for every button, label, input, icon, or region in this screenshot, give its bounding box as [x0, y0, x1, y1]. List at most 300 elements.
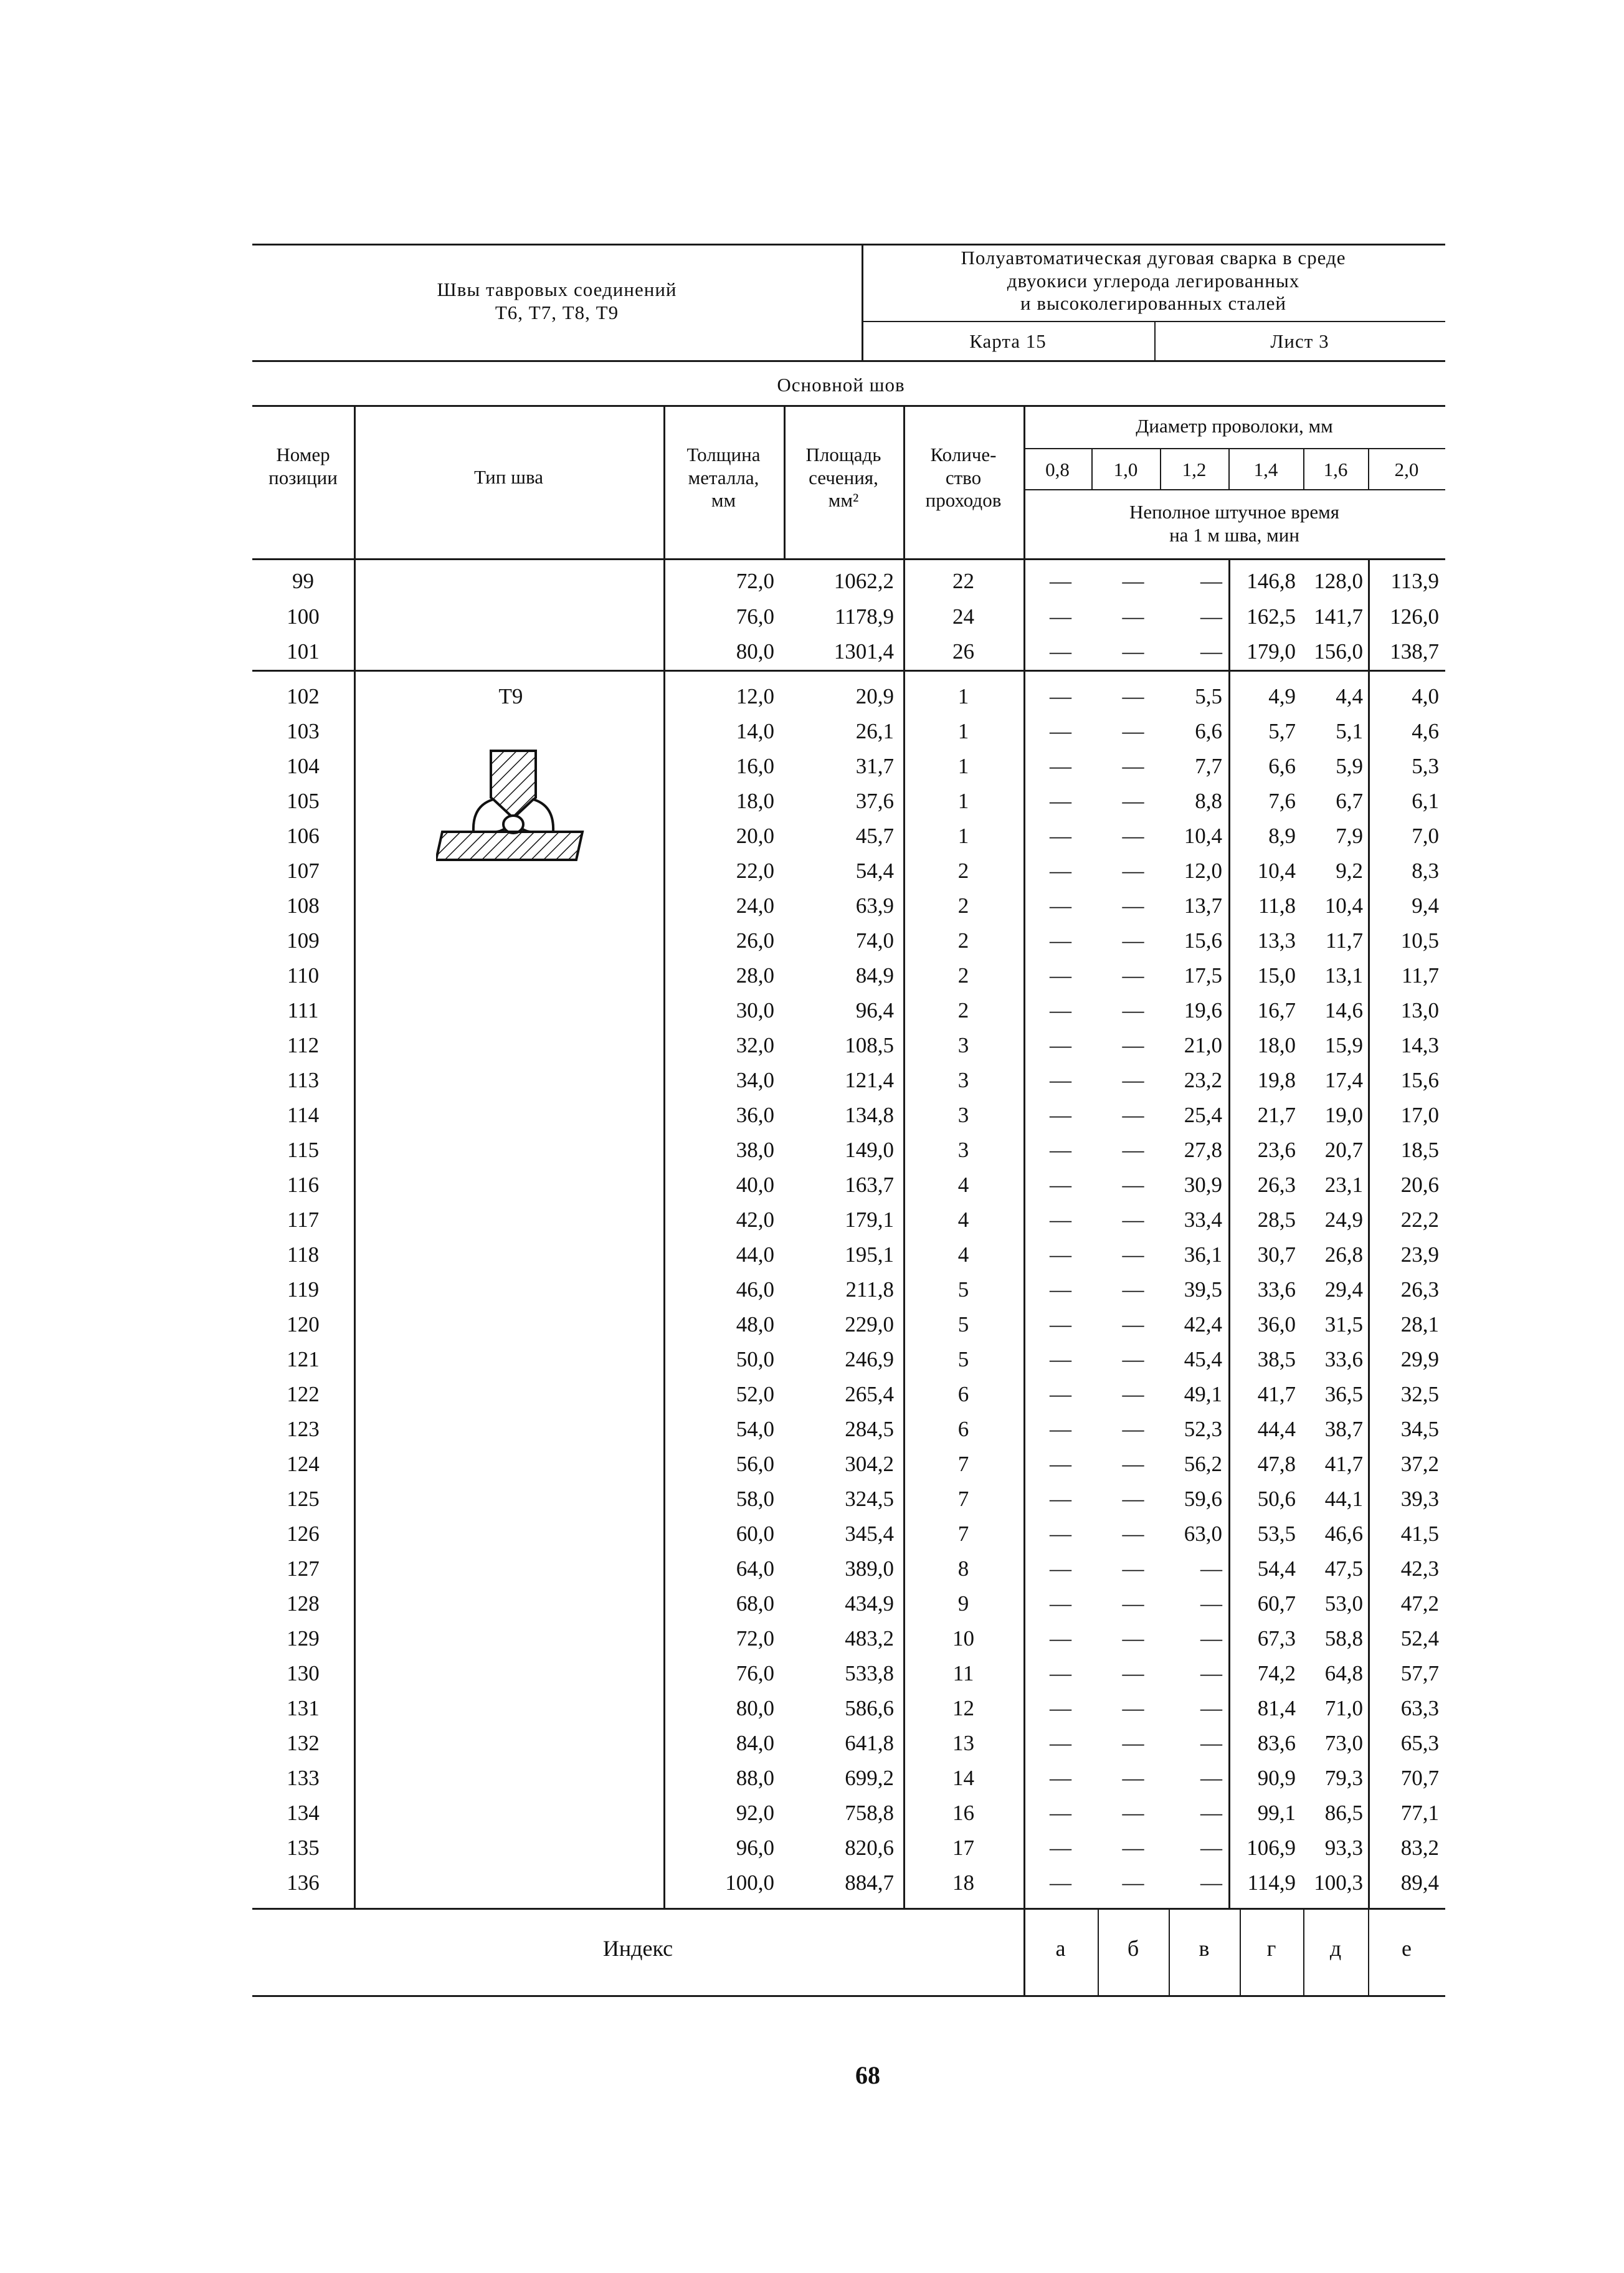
cell-position: 117	[287, 1208, 320, 1232]
cell-area: 699,2	[845, 1766, 894, 1790]
cell-time-1-0: —	[1122, 639, 1144, 664]
cell-area: 345,4	[845, 1522, 894, 1546]
header-top-rule	[252, 244, 1445, 245]
cell-time-1-6: 4,4	[1336, 684, 1363, 708]
cell-time-1-0: —	[1122, 859, 1144, 883]
diameter-0-8: 0,8	[1045, 459, 1070, 480]
cell-time-2-0: 52,4	[1400, 1626, 1439, 1651]
cell-time-1-6: 79,3	[1324, 1766, 1363, 1790]
cell-area: 26,1	[855, 719, 894, 743]
cell-time-1-0: —	[1122, 789, 1144, 813]
cell-time-1-4: 53,5	[1257, 1522, 1296, 1546]
cell-area: 324,5	[845, 1487, 894, 1511]
col-area-line1: Площадь	[805, 444, 881, 465]
left-title-line2: Т6, Т7, Т8, Т9	[495, 301, 619, 323]
cell-passes: 1	[957, 754, 969, 778]
cell-area: 96,4	[855, 998, 894, 1022]
cell-area: 163,7	[845, 1173, 894, 1197]
cell-position: 101	[287, 639, 320, 664]
cell-passes: 3	[957, 1033, 969, 1057]
cell-passes: 4	[957, 1242, 969, 1267]
cell-time-1-4: 38,5	[1257, 1347, 1296, 1371]
cell-thickness: 34,0	[736, 1068, 774, 1092]
cell-time-0-8: —	[1050, 1382, 1071, 1406]
index-label: Индекс	[602, 1936, 673, 1961]
cell-time-2-0: 22,2	[1400, 1208, 1439, 1232]
cell-thickness: 24,0	[736, 893, 774, 918]
cell-passes: 13	[952, 1731, 974, 1755]
cell-time-1-6: 156,0	[1314, 639, 1363, 664]
cell-position: 122	[287, 1382, 320, 1406]
time-header-line1: Неполное штучное время	[1129, 501, 1340, 523]
cell-time-2-0: 70,7	[1400, 1766, 1439, 1790]
col-thickness-line3: мм	[711, 489, 736, 512]
cell-time-1-2: 17,5	[1184, 963, 1222, 988]
cell-time-1-6: 17,4	[1324, 1068, 1363, 1092]
cell-time-1-4: 162,5	[1246, 604, 1296, 629]
cell-time-2-0: 5,3	[1412, 754, 1439, 778]
cell-time-1-0: —	[1122, 569, 1144, 593]
cell-area: 820,6	[845, 1836, 894, 1860]
cell-time-1-0: —	[1122, 1487, 1144, 1511]
col-position	[252, 444, 354, 489]
cell-time-2-0: 14,3	[1400, 1033, 1439, 1057]
cell-thickness: 28,0	[736, 963, 774, 988]
cell-thickness: 30,0	[736, 998, 774, 1022]
cell-thickness: 88,0	[736, 1766, 774, 1790]
cell-time-1-2: 36,1	[1184, 1242, 1222, 1267]
cell-time-1-0: —	[1122, 1312, 1144, 1337]
cell-time-1-4: 41,7	[1257, 1382, 1296, 1406]
cell-position: 133	[287, 1766, 320, 1790]
cell-time-1-4: 5,7	[1268, 719, 1296, 743]
cell-area: 265,4	[845, 1382, 894, 1406]
cell-time-1-6: 47,5	[1324, 1556, 1363, 1581]
cell-thickness: 16,0	[736, 754, 774, 778]
header-left-title	[252, 279, 862, 324]
cell-time-1-6: 23,1	[1324, 1173, 1363, 1197]
cell-area: 1301,4	[833, 639, 894, 664]
cell-time-0-8: —	[1050, 824, 1071, 848]
cell-area: 758,8	[845, 1801, 894, 1825]
col-area	[784, 444, 903, 512]
cell-time-1-2: —	[1200, 1591, 1222, 1616]
cell-time-1-4: 26,3	[1257, 1173, 1296, 1197]
cell-time-1-4: 50,6	[1257, 1487, 1296, 1511]
cell-time-1-2: 33,4	[1184, 1208, 1222, 1232]
cell-time-2-0: 9,4	[1412, 893, 1439, 918]
cell-thickness: 56,0	[736, 1452, 774, 1476]
cell-area: 20,9	[855, 684, 894, 708]
cell-time-1-4: 6,6	[1268, 754, 1296, 778]
cell-time-1-6: 15,9	[1324, 1033, 1363, 1057]
diameter-1-6: 1,6	[1323, 459, 1348, 480]
cell-time-1-4: 28,5	[1257, 1208, 1296, 1232]
cell-passes: 22	[952, 569, 974, 593]
cell-time-2-0: 42,3	[1400, 1556, 1439, 1581]
cell-time-1-6: 5,1	[1336, 719, 1363, 743]
cell-time-2-0: 10,5	[1400, 928, 1439, 953]
section-title: Основной шов	[777, 374, 905, 396]
cell-position: 118	[287, 1242, 320, 1267]
cell-time-1-0: —	[1122, 1068, 1144, 1092]
cell-passes: 17	[952, 1836, 974, 1860]
cell-time-1-6: 29,4	[1324, 1277, 1363, 1302]
cell-area: 483,2	[845, 1626, 894, 1651]
cell-time-1-0: —	[1122, 1277, 1144, 1302]
cell-area: 304,2	[845, 1452, 894, 1476]
cell-time-1-4: 99,1	[1257, 1801, 1296, 1825]
cell-time-0-8: —	[1050, 1138, 1071, 1162]
cell-time-2-0: 138,7	[1390, 639, 1439, 664]
cell-time-2-0: 4,6	[1412, 719, 1439, 743]
cell-time-1-6: 38,7	[1324, 1417, 1363, 1441]
cell-time-2-0: 6,1	[1412, 789, 1439, 813]
cell-passes: 11	[952, 1661, 974, 1685]
cell-time-1-6: 5,9	[1336, 754, 1363, 778]
cell-time-0-8: —	[1050, 998, 1071, 1022]
cell-thickness: 40,0	[736, 1173, 774, 1197]
cell-time-1-0: —	[1122, 604, 1144, 629]
cell-time-1-2: —	[1200, 1696, 1222, 1720]
col-position-line1: Номер	[276, 444, 330, 465]
cell-thickness: 84,0	[736, 1731, 774, 1755]
cell-time-1-4: 21,7	[1257, 1103, 1296, 1127]
cell-time-2-0: 41,5	[1400, 1522, 1439, 1546]
cell-time-2-0: 63,3	[1400, 1696, 1439, 1720]
cell-time-1-2: 6,6	[1195, 719, 1222, 743]
col-type: Тип шва	[474, 466, 543, 488]
cell-time-1-6: 33,6	[1324, 1347, 1363, 1371]
cell-time-1-4: 11,8	[1258, 893, 1296, 918]
cell-time-1-0: —	[1122, 928, 1144, 953]
cell-time-1-6: 141,7	[1314, 604, 1363, 629]
cell-time-1-2: —	[1200, 1836, 1222, 1860]
index-bottom-rule	[252, 1995, 1445, 1997]
weld-t9-icon	[436, 745, 586, 863]
cell-position: 130	[287, 1661, 320, 1685]
cell-time-1-2: 23,2	[1184, 1068, 1222, 1092]
body-bottom-rule	[252, 1908, 1445, 1910]
cell-time-1-4: 18,0	[1257, 1033, 1296, 1057]
cell-time-2-0: 57,7	[1400, 1661, 1439, 1685]
cell-area: 134,8	[845, 1103, 894, 1127]
cell-time-1-0: —	[1122, 1138, 1144, 1162]
cell-time-2-0: 113,9	[1390, 569, 1439, 593]
right-title-line1: Полуавтоматическая дуговая сварка в среде	[961, 247, 1346, 269]
cell-time-0-8: —	[1050, 754, 1071, 778]
header-right-title	[862, 247, 1445, 315]
cell-passes: 18	[952, 1870, 974, 1895]
cell-time-1-0: —	[1122, 1766, 1144, 1790]
column-header-bottom-rule	[252, 558, 1445, 560]
cell-position: 104	[287, 754, 320, 778]
cell-thickness: 92,0	[736, 1801, 774, 1825]
cell-time-0-8: —	[1050, 1626, 1071, 1651]
cell-time-1-0: —	[1122, 998, 1144, 1022]
cell-time-0-8: —	[1050, 1487, 1071, 1511]
cell-area: 1062,2	[833, 569, 894, 593]
cell-time-1-4: 60,7	[1257, 1591, 1296, 1616]
cell-time-1-0: —	[1122, 1591, 1144, 1616]
cell-passes: 16	[952, 1801, 974, 1825]
cell-position: 132	[287, 1731, 320, 1755]
cell-time-1-6: 7,9	[1336, 824, 1363, 848]
cell-time-1-2: 21,0	[1184, 1033, 1222, 1057]
cell-time-1-4: 36,0	[1257, 1312, 1296, 1337]
col-passes-line1: Количе-	[930, 444, 997, 465]
weld-t9-drawing	[436, 745, 586, 863]
cell-position: 113	[287, 1068, 320, 1092]
cell-area: 121,4	[845, 1068, 894, 1092]
cell-time-2-0: 28,1	[1400, 1312, 1439, 1337]
cell-passes: 2	[957, 963, 969, 988]
cell-time-2-0: 29,9	[1400, 1347, 1439, 1371]
cell-area: 195,1	[845, 1242, 894, 1267]
cell-thickness: 60,0	[736, 1522, 774, 1546]
cell-time-1-0: —	[1122, 684, 1144, 708]
cell-thickness: 58,0	[736, 1487, 774, 1511]
cell-time-1-6: 93,3	[1324, 1836, 1363, 1860]
cell-time-1-0: —	[1122, 1347, 1144, 1371]
col-thickness	[663, 444, 784, 512]
header-bottom-rule	[252, 360, 1445, 362]
cell-time-2-0: 18,5	[1400, 1138, 1439, 1162]
cell-time-1-2: 7,7	[1195, 754, 1222, 778]
cell-time-1-4: 23,6	[1257, 1138, 1296, 1162]
cell-time-0-8: —	[1050, 893, 1071, 918]
cell-time-2-0: 20,6	[1400, 1173, 1439, 1197]
cell-time-1-4: 44,4	[1257, 1417, 1296, 1441]
cell-time-1-4: 13,3	[1257, 928, 1296, 953]
cell-passes: 6	[957, 1417, 969, 1441]
cell-time-2-0: 11,7	[1402, 963, 1439, 988]
cell-position: 134	[287, 1801, 320, 1825]
cell-position: 108	[287, 893, 320, 918]
cell-position: 124	[287, 1452, 320, 1476]
cell-time-1-4: 15,0	[1257, 963, 1296, 988]
cell-passes: 5	[957, 1312, 969, 1337]
cell-time-1-2: 45,4	[1184, 1347, 1222, 1371]
cell-time-1-0: —	[1122, 1731, 1144, 1755]
cell-time-1-2: 39,5	[1184, 1277, 1222, 1302]
cell-time-1-2: 63,0	[1184, 1522, 1222, 1546]
cell-time-1-6: 44,1	[1324, 1487, 1363, 1511]
cell-time-1-4: 179,0	[1246, 639, 1296, 664]
cell-position: 111	[287, 998, 319, 1022]
cell-time-1-6: 19,0	[1324, 1103, 1363, 1127]
cell-passes: 9	[957, 1591, 969, 1616]
cell-time-0-8: —	[1050, 1452, 1071, 1476]
cell-area: 108,5	[845, 1033, 894, 1057]
cell-thickness: 100,0	[725, 1870, 774, 1895]
cell-time-1-6: 26,8	[1324, 1242, 1363, 1267]
cell-time-1-4: 106,9	[1246, 1836, 1296, 1860]
cell-time-1-2: 42,4	[1184, 1312, 1222, 1337]
cell-time-0-8: —	[1050, 1312, 1071, 1337]
cell-position: 129	[287, 1626, 320, 1651]
cell-time-1-6: 100,3	[1314, 1870, 1363, 1895]
cell-time-1-6: 36,5	[1324, 1382, 1363, 1406]
cell-thickness: 18,0	[736, 789, 774, 813]
col-passes-line3: проходов	[925, 489, 1002, 512]
cell-area: 211,8	[845, 1277, 894, 1302]
cell-position: 115	[287, 1138, 320, 1162]
cell-time-0-8: —	[1050, 1661, 1071, 1685]
cell-time-1-4: 47,8	[1257, 1452, 1296, 1476]
cell-thickness: 64,0	[736, 1556, 774, 1581]
cell-time-1-4: 16,7	[1257, 998, 1296, 1022]
cell-passes: 7	[957, 1487, 969, 1511]
cell-time-1-2: 52,3	[1184, 1417, 1222, 1441]
cell-time-1-0: —	[1122, 1173, 1144, 1197]
cell-time-1-2: —	[1200, 1626, 1222, 1651]
cell-thickness: 32,0	[736, 1033, 774, 1057]
cell-time-1-4: 146,8	[1246, 569, 1296, 593]
index-a: а	[1055, 1936, 1066, 1961]
cell-time-0-8: —	[1050, 1556, 1071, 1581]
cell-area: 229,0	[845, 1312, 894, 1337]
cell-time-1-0: —	[1122, 1661, 1144, 1685]
cell-position: 125	[287, 1487, 320, 1511]
cell-time-1-2: —	[1200, 639, 1222, 664]
col-time-header	[1023, 501, 1445, 546]
diameter-1-0: 1,0	[1113, 459, 1138, 480]
cell-time-2-0: 77,1	[1400, 1801, 1439, 1825]
cell-passes: 1	[957, 824, 969, 848]
cell-area: 45,7	[855, 824, 894, 848]
cell-area: 884,7	[845, 1870, 894, 1895]
time-header-line2: на 1 м шва, мин	[1169, 523, 1299, 546]
cell-time-0-8: —	[1050, 1522, 1071, 1546]
cell-passes: 8	[957, 1556, 969, 1581]
col-passes	[903, 444, 1023, 512]
index-v: в	[1199, 1936, 1210, 1961]
cell-position: 103	[287, 719, 320, 743]
cell-time-1-0: —	[1122, 1417, 1144, 1441]
right-title-line3: и высоколегированных сталей	[1020, 292, 1286, 315]
cell-time-2-0: 8,3	[1412, 859, 1439, 883]
cell-position: 126	[287, 1522, 320, 1546]
cell-thickness: 80,0	[736, 639, 774, 664]
cell-passes: 2	[957, 998, 969, 1022]
cell-passes: 3	[957, 1103, 969, 1127]
index-d: д	[1329, 1936, 1342, 1961]
cell-time-0-8: —	[1050, 789, 1071, 813]
cell-time-1-0: —	[1122, 719, 1144, 743]
cell-time-1-4: 10,4	[1257, 859, 1296, 883]
cell-thickness: 38,0	[736, 1138, 774, 1162]
cell-time-0-8: —	[1050, 1103, 1071, 1127]
index-g: г	[1266, 1936, 1276, 1961]
cell-time-1-0: —	[1122, 1452, 1144, 1476]
diameter-1-2: 1,2	[1182, 459, 1207, 480]
cell-time-0-8: —	[1050, 1242, 1071, 1267]
cell-thickness: 76,0	[736, 604, 774, 629]
cell-time-1-2: —	[1200, 1801, 1222, 1825]
cell-time-0-8: —	[1050, 604, 1071, 629]
cell-area: 37,6	[855, 789, 894, 813]
cell-position: 116	[287, 1173, 320, 1197]
cell-time-1-0: —	[1122, 1801, 1144, 1825]
cell-time-1-6: 11,7	[1326, 928, 1363, 953]
cell-time-1-2: 15,6	[1184, 928, 1222, 953]
cell-time-1-6: 13,1	[1324, 963, 1363, 988]
cell-passes: 2	[957, 859, 969, 883]
cell-time-0-8: —	[1050, 1870, 1071, 1895]
cell-area: 149,0	[845, 1138, 894, 1162]
body-sep-1	[354, 558, 356, 1908]
cell-passes: 2	[957, 893, 969, 918]
cell-time-2-0: 15,6	[1400, 1068, 1439, 1092]
cell-time-1-4: 81,4	[1257, 1696, 1296, 1720]
cell-time-1-6: 20,7	[1324, 1138, 1363, 1162]
weld-type-label: Т9	[498, 684, 523, 708]
cell-position: 127	[287, 1556, 320, 1581]
cell-time-0-8: —	[1050, 1277, 1071, 1302]
cell-thickness: 76,0	[736, 1661, 774, 1685]
cell-position: 106	[287, 824, 320, 848]
cell-time-0-8: —	[1050, 1068, 1071, 1092]
cell-position: 99	[292, 569, 314, 593]
cell-time-2-0: 32,5	[1400, 1382, 1439, 1406]
cell-position: 110	[287, 963, 320, 988]
cell-time-1-0: —	[1122, 893, 1144, 918]
cell-time-2-0: 47,2	[1400, 1591, 1439, 1616]
cell-position: 102	[287, 684, 320, 708]
cell-passes: 4	[957, 1208, 969, 1232]
cell-thickness: 50,0	[736, 1347, 774, 1371]
cell-thickness: 46,0	[736, 1277, 774, 1302]
cell-thickness: 68,0	[736, 1591, 774, 1616]
cell-time-0-8: —	[1050, 1208, 1071, 1232]
index-b: б	[1127, 1936, 1139, 1961]
cell-time-0-8: —	[1050, 1347, 1071, 1371]
cell-time-0-8: —	[1050, 1591, 1071, 1616]
cell-thickness: 20,0	[736, 824, 774, 848]
cell-area: 74,0	[855, 928, 894, 953]
cell-passes: 10	[952, 1626, 974, 1651]
cell-time-0-8: —	[1050, 1696, 1071, 1720]
cell-time-1-0: —	[1122, 1382, 1144, 1406]
cell-time-1-0: —	[1122, 1033, 1144, 1057]
diameter-values-rule	[1023, 489, 1445, 490]
cell-time-2-0: 65,3	[1400, 1731, 1439, 1755]
cell-time-1-4: 90,9	[1257, 1766, 1296, 1790]
cell-position: 114	[287, 1103, 320, 1127]
cell-time-0-8: —	[1050, 719, 1071, 743]
cell-time-1-2: 12,0	[1184, 859, 1222, 883]
cell-passes: 24	[952, 604, 974, 629]
cell-area: 31,7	[855, 754, 894, 778]
cell-position: 136	[287, 1870, 320, 1895]
cell-passes: 1	[957, 719, 969, 743]
column-header-top-rule	[252, 405, 1445, 407]
cell-passes: 5	[957, 1347, 969, 1371]
cell-time-1-2: 8,8	[1195, 789, 1222, 813]
cell-time-1-4: 7,6	[1268, 789, 1296, 813]
left-title-line1: Швы тавровых соединений	[437, 279, 677, 300]
cell-thickness: 26,0	[736, 928, 774, 953]
cell-time-2-0: 23,9	[1400, 1242, 1439, 1267]
cell-thickness: 36,0	[736, 1103, 774, 1127]
col-thickness-line1: Толщина	[686, 444, 761, 465]
cell-passes: 26	[952, 639, 974, 664]
cell-time-2-0: 37,2	[1400, 1452, 1439, 1476]
cell-time-2-0: 7,0	[1412, 824, 1439, 848]
cell-time-1-6: 73,0	[1324, 1731, 1363, 1755]
cell-time-0-8: —	[1050, 1731, 1071, 1755]
